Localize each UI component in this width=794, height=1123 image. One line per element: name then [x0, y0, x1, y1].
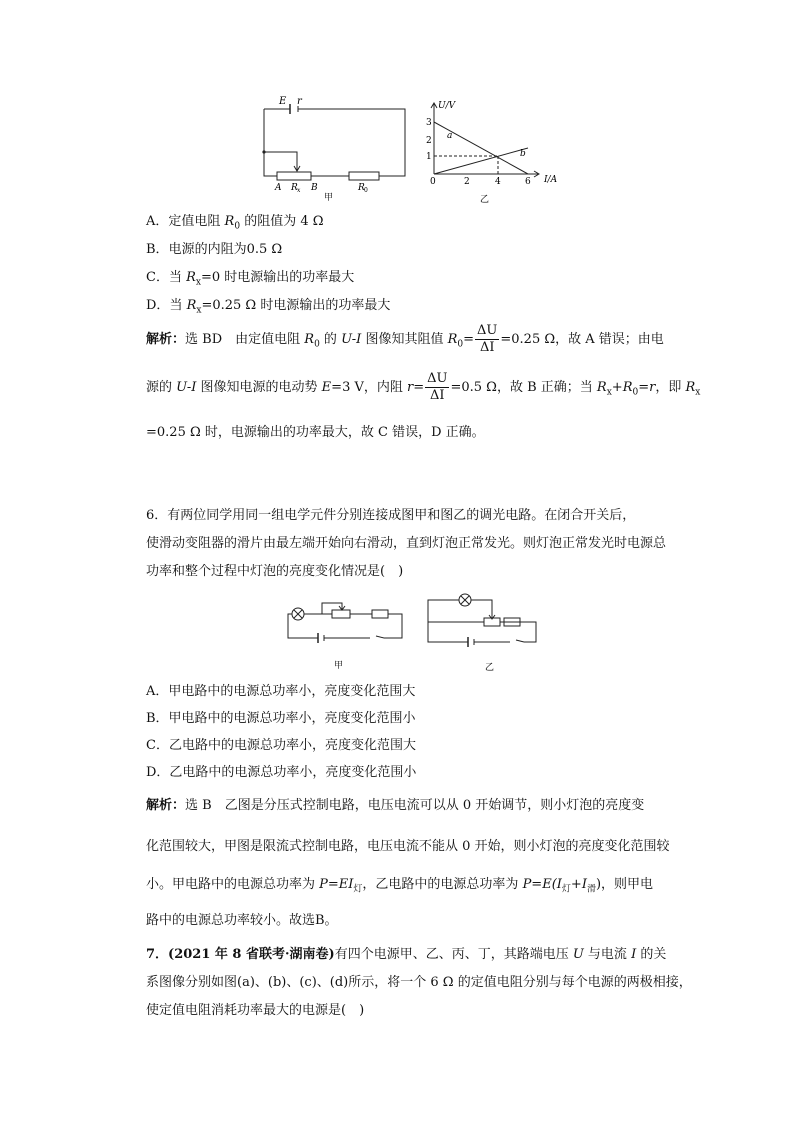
- q6-stem-line1: 6．有两位同学用同一组电学元件分别连接成图甲和图乙的调光电路。在闭合开关后，: [146, 508, 636, 523]
- q6-option-c: C．乙电路中的电源总功率小，亮度变化范围大: [146, 738, 416, 753]
- q5-option-b: B．电源的内阻为0.5 Ω: [146, 242, 283, 257]
- q7-stem-line3: 使定值电阻消耗功率最大的电源是( ): [146, 1003, 365, 1018]
- label-R0-sub: 0: [364, 187, 368, 194]
- label-Rx-sub: x: [297, 187, 301, 194]
- q5-analysis-line3: =0.25 Ω 时，电源输出的功率最大，故 C 错误，D 正确。: [146, 425, 485, 440]
- line-b-label: b: [520, 149, 526, 159]
- ytick-1: 1: [426, 152, 432, 162]
- label-r: r: [297, 96, 302, 107]
- q5-option-c: C．当 $R_x=0$ 时电源输出的功率最大: [146, 270, 355, 288]
- fraction-dU-dI-2: $\frac{\Delta U}{\Delta I}$: [427, 371, 448, 403]
- label-E: E: [279, 96, 287, 107]
- label-A: A: [275, 183, 282, 193]
- xlabel: I/A: [544, 175, 558, 185]
- q6-option-b: B．甲电路中的电源总功率小，亮度变化范围小: [146, 711, 416, 726]
- q5-circuit-jia: [255, 92, 415, 202]
- q5-graph-yi: [420, 98, 570, 208]
- ytick-2: 2: [426, 136, 432, 146]
- fig-jia-caption: 甲: [324, 193, 334, 202]
- xtick-0: 0: [430, 177, 436, 187]
- q5-option-d: D．当 $R_x=0.25$ Ω 时电源输出的功率最大: [146, 298, 391, 316]
- fraction-dU-dI: $\frac{\Delta U}{\Delta I}$: [477, 323, 498, 355]
- q5-option-a: A．定值电阻 $R_0$ 的阻值为 4 Ω: [146, 214, 324, 232]
- xtick-4: 4: [495, 177, 501, 187]
- q6-analysis-line3: 小。甲电路中的电源总功率为 $P=EI_灯$，乙电路中的电源总功率为 $P=E(I_灯+I_滑)$，则甲电: [146, 877, 654, 895]
- q6-fig-jia-caption: 甲: [334, 661, 344, 671]
- q6-analysis-line2: 化范围较大，甲图是限流式控制电路，电压电流不能从 0 开始，则小灯泡的亮度变化范围较: [146, 839, 670, 854]
- q6-option-a: A．甲电路中的电源总功率小，亮度变化范围大: [146, 684, 416, 699]
- ylabel: U/V: [438, 101, 456, 111]
- xtick-6: 6: [525, 177, 531, 187]
- line-a-label: a: [447, 131, 453, 141]
- q6-circuit-yi: [424, 592, 548, 676]
- label-Rx: R: [291, 183, 298, 193]
- q6-circuit-jia: [284, 598, 408, 672]
- q7-stem-line1: 7．(2021 年 8 省联考·湖南卷)有四个电源甲、乙、丙、丁，其路端电压 U 与电流 I 的关: [146, 947, 667, 962]
- label-B: B: [311, 183, 318, 193]
- q7-stem-line2: 系图像分别如图(a)、(b)、(c)、(d)所示，将一个 6 Ω 的定值电阻分别与每个电源的两极相接，: [146, 975, 692, 990]
- q6-option-d: D．乙电路中的电源总功率小，亮度变化范围小: [146, 765, 417, 780]
- q6-fig-yi-caption: 乙: [485, 663, 495, 673]
- fig-yi-caption: 乙: [480, 195, 490, 205]
- q6-analysis-line4: 路中的电源总功率较小。故选B。: [146, 913, 338, 928]
- label-R0: R: [358, 183, 365, 193]
- q6-analysis-line1: 解析：选 B 乙图是分压式控制电路，电压电流可以从 0 开始调节，则小灯泡的亮度变: [146, 798, 645, 813]
- ytick-3: 3: [426, 118, 432, 128]
- q5-analysis-line1: 解析：选 BD 由定值电阻 $R_0$ 的 U-I 图像知其阻值 $R_0=$ $\frac{\Delta U}{\Delta I}$ =0.25 Ω，故 A 错误；由电: [146, 323, 664, 355]
- q6-stem-line2: 使滑动变阻器的滑片由最左端开始向右滑动，直到灯泡正常发光。则灯泡正常发光时电源总: [146, 536, 667, 551]
- xtick-2: 2: [464, 177, 470, 187]
- q5-analysis-line2: 源的 U-I 图像知电源的电动势 E=3 V，内阻 r= $\frac{\Delta U}{\Delta I}$ =0.5 Ω，故 B 正确；当 $R_x+R_0=r$，即 $R_x$: [146, 371, 701, 403]
- q6-stem-line3: 功率和整个过程中灯泡的亮度变化情况是( ): [146, 564, 404, 579]
